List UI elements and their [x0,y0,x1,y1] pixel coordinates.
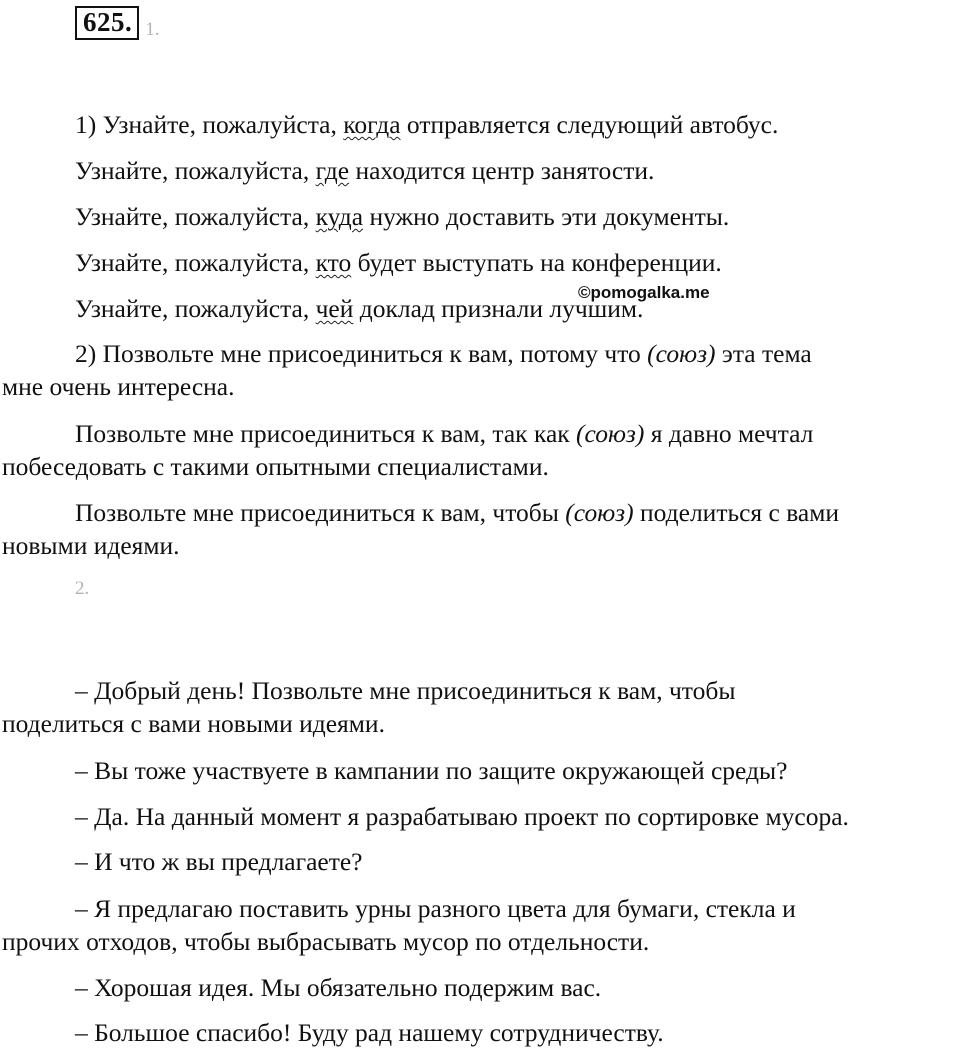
exercise-number: 625. [75,6,139,40]
conj-sentence-1-cont: мне очень интересна. [2,372,235,401]
conjunction-note: (союз) [576,419,645,448]
conj-sentence-2 [0,418,960,450]
sentence-text: я давно мечтал [644,419,814,448]
exercise-header [75,6,160,40]
conj-sentence-2-cont: побеседовать с такими опытными специалистами. [2,452,549,481]
sentence-text: Позвольте мне присоединиться к вам, так как [75,419,577,448]
sentence-text: доклад признали лучшим. [353,294,644,323]
sentence-5 [0,293,960,325]
sentence-text: находится центр занятости. [349,156,655,185]
sentence-1 [0,109,960,141]
sentence-text: 1) Узнайте, пожалуйста, [75,110,344,139]
sentence-2 [0,155,960,187]
conjunction-note: (союз) [565,498,634,527]
sentence-3 [0,201,960,233]
dialogue-line: прочих отходов, чтобы выбрасывать мусор по отдельности. [2,927,650,956]
conj-sentence-3-cont: новыми идеями. [2,531,180,560]
sentence-text: Узнайте, пожалуйста, [75,156,316,185]
conj-sentence-1 [0,338,960,370]
sentence-text: Узнайте, пожалуйста, [75,202,316,231]
dialogue-line: – Да. На данный момент я разрабатываю проект по сортировке мусора. [75,802,849,831]
sentence-text: будет выступать на конференции. [351,248,722,277]
sentence-text: отправляется следующий автобус. [400,110,779,139]
conjunction-note: (союз) [647,339,716,368]
sentence-text: 2) Позвольте мне присоединиться к вам, потому что [75,339,648,368]
watermark: ©pomogalka.me [578,283,710,302]
dialogue-line: – Вы тоже участвуете в кампании по защите окружающей среды? [75,756,788,785]
sentence-text: Узнайте, пожалуйста, [75,294,316,323]
sentence-text: Позвольте мне присоединиться к вам, чтобы [75,498,566,527]
dialogue-line: поделиться с вами новыми идеями. [2,709,385,738]
sentence-text: Узнайте, пожалуйста, [75,248,316,277]
sentence-text: эта тема [715,339,812,368]
question-word: когда [343,110,401,139]
part1-label: 1. [145,19,160,40]
question-word: кто [315,248,352,277]
question-word: куда [315,202,364,231]
part2-label: 2. [75,578,90,599]
dialogue-line: – И что ж вы предлагаете? [75,847,363,876]
dialogue-line: – Добрый день! Позвольте мне присоединиться к вам, чтобы [75,676,736,705]
conj-sentence-3 [0,497,960,529]
sentence-text: нужно доставить эти документы. [363,202,730,231]
sentence-text: поделиться с вами [633,498,840,527]
dialogue-line: – Я предлагаю поставить урны разного цвета для бумаги, стекла и [75,894,796,923]
sentence-4 [0,247,960,279]
dialogue-line: – Большое спасибо! Буду рад нашему сотрудничеству. [75,1018,664,1047]
question-word: где [315,156,350,185]
dialogue-line: – Хорошая идея. Мы обязательно подержим вас. [75,973,602,1002]
question-word: чей [315,294,354,323]
